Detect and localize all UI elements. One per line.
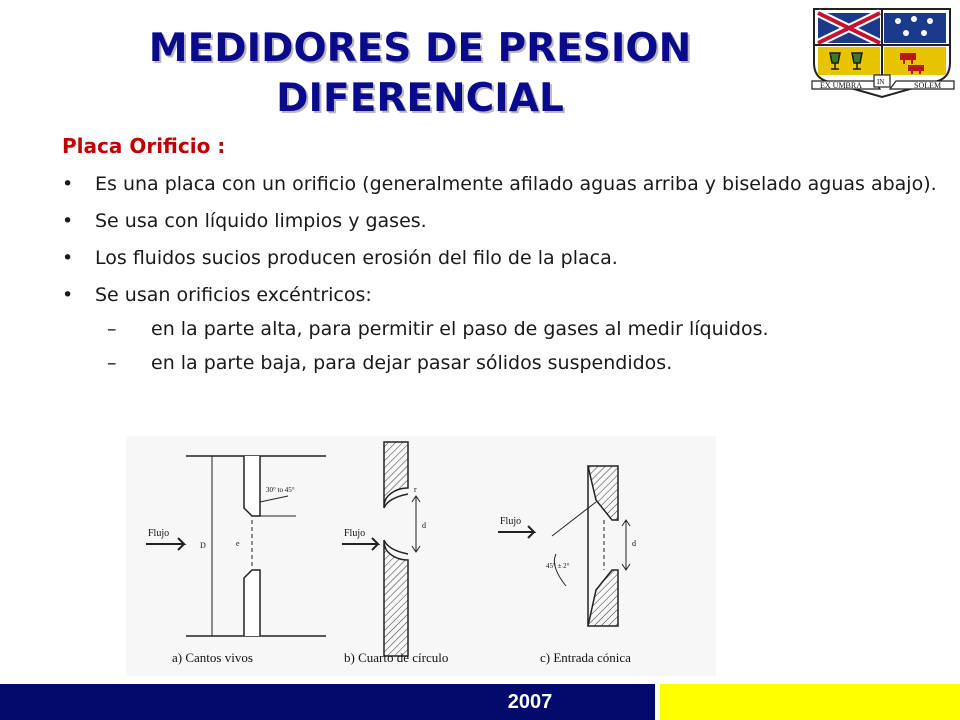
- angle-label-a: 30° to 45°: [266, 486, 295, 494]
- flow-label-a: Flujo: [148, 528, 170, 539]
- dim-label-D: D: [200, 541, 206, 550]
- bullet-item: [62, 246, 942, 271]
- footer-bar-left: [0, 684, 655, 720]
- bullet-list: [62, 172, 942, 388]
- motto-right: SOLEM: [914, 81, 942, 90]
- sub-bullet-list: [95, 317, 942, 376]
- sub-bullet-text: en la parte alta, para permitir el paso de gases al medir líquidos.: [151, 318, 769, 340]
- bullet-text: Se usa con líquido limpios y gases.: [95, 210, 427, 232]
- flow-label-c: Flujo: [500, 516, 522, 527]
- university-crest-logo: [808, 5, 956, 101]
- dim-label-e: e: [236, 539, 240, 548]
- slide-title: [40, 24, 800, 124]
- sub-bullet-item: [95, 351, 942, 376]
- bullet-item: [62, 283, 942, 376]
- dash-marker: –: [107, 352, 117, 374]
- caption-b: b) Cuarto de círculo: [344, 650, 449, 665]
- motto-center: IN: [877, 78, 885, 86]
- sub-bullet-item: [95, 317, 942, 342]
- diagram-c-conical-entrance: [552, 466, 630, 626]
- sub-bullet-text: en la parte baja, para dejar pasar sólidos suspendidos.: [151, 352, 673, 374]
- footer-bar-right: [660, 684, 960, 720]
- title-line-2: DIFERENCIAL: [276, 76, 564, 121]
- bullet-item: [62, 172, 942, 197]
- bullet-text: Es una placa con un orificio (generalmente afilado aguas arriba y biselado aguas abajo).: [95, 173, 937, 195]
- bullet-item: [62, 209, 942, 234]
- bullet-text: Se usan orificios excéntricos:: [95, 284, 372, 306]
- orifice-plate-diagram: [126, 436, 716, 676]
- dash-marker: –: [107, 318, 117, 340]
- footer-year: 2007: [507, 691, 553, 713]
- diagram-b-quarter-circle: [384, 442, 420, 656]
- motto-left: EX UMBRA: [820, 81, 863, 90]
- section-subtitle: Placa Orificio :: [62, 134, 226, 158]
- dim-label-d-c: d: [632, 539, 636, 548]
- dim-label-r: r: [414, 485, 417, 494]
- title-line-1: MEDIDORES DE PRESION: [148, 26, 692, 71]
- flow-arrow-b: [342, 538, 378, 550]
- flow-arrow-a: [146, 538, 184, 550]
- diagram-a-sharp-edge: [186, 456, 326, 636]
- angle-label-c: 45° ± 2°: [546, 562, 570, 570]
- caption-a: a) Cantos vivos: [172, 650, 253, 665]
- bullet-text: Los fluidos sucios producen erosión del filo de la placa.: [95, 247, 618, 269]
- caption-c: c) Entrada cónica: [540, 650, 631, 665]
- flow-label-b: Flujo: [344, 528, 366, 539]
- dim-label-d-b: d: [422, 521, 426, 530]
- flow-arrow-c: [498, 526, 534, 538]
